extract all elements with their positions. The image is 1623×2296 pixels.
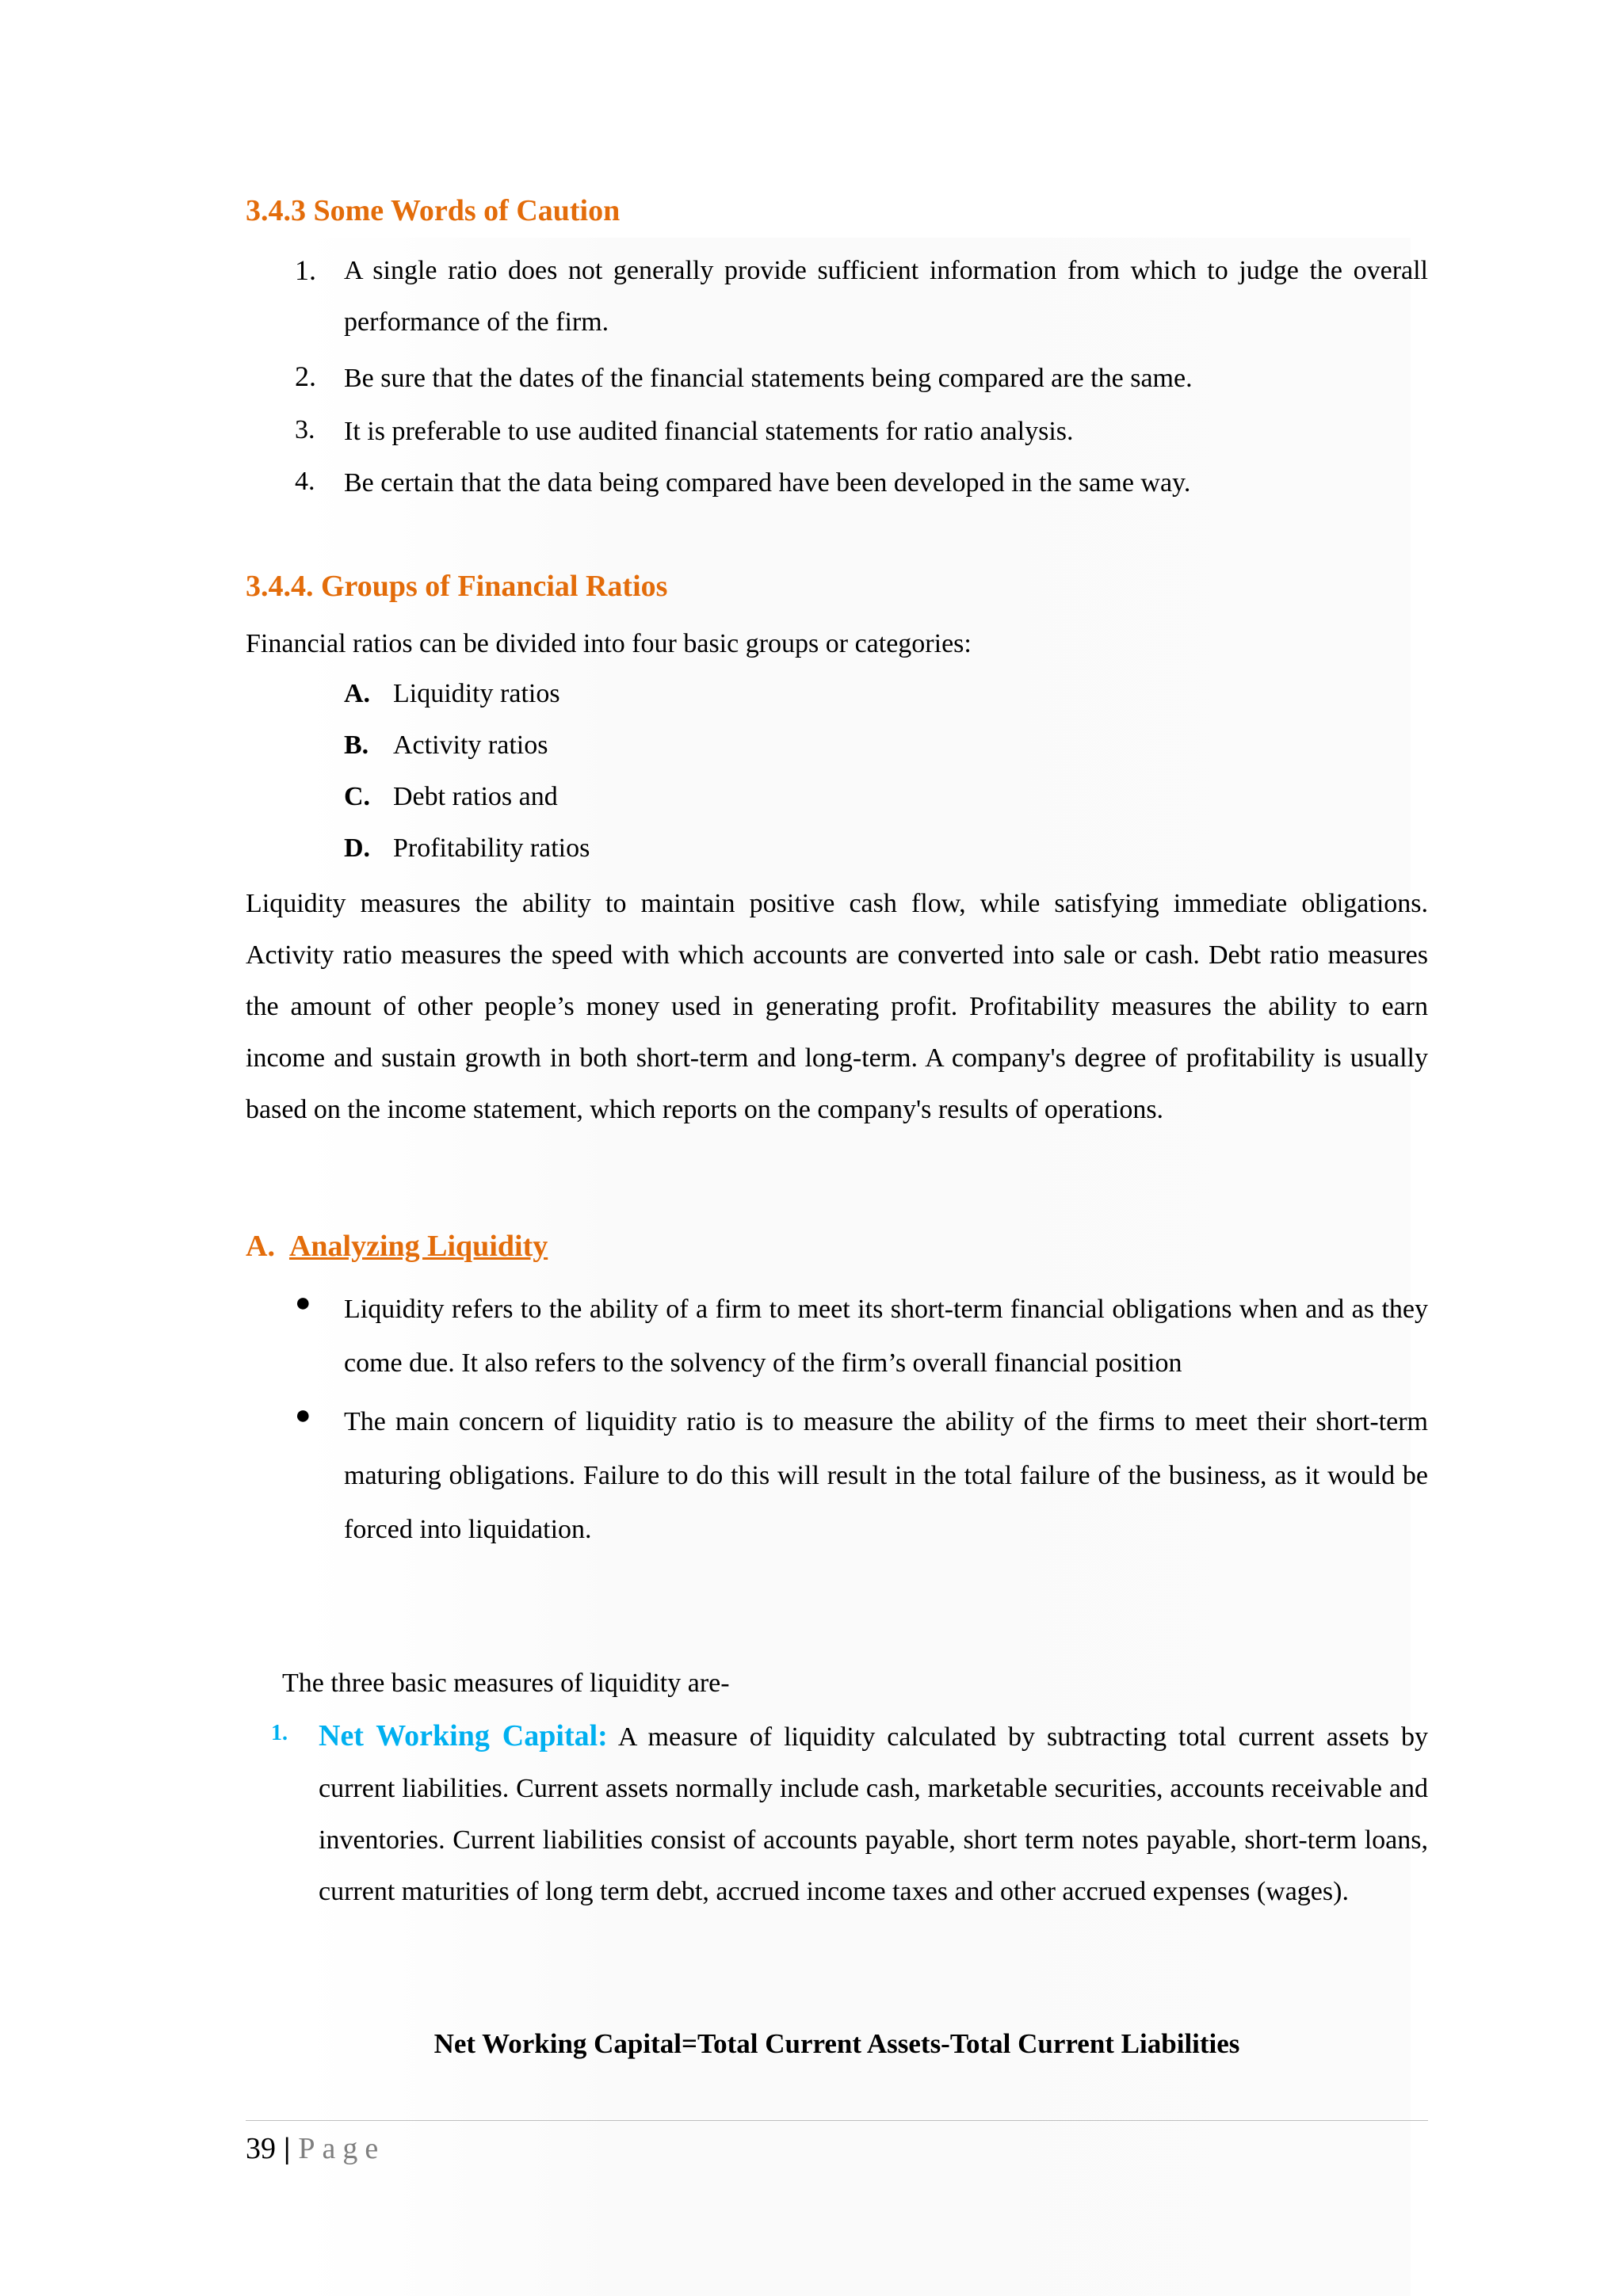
- page-footer: [246, 2131, 385, 2166]
- bullet-icon: ●: [295, 1288, 311, 1318]
- group-label: Liquidity ratios: [393, 679, 560, 708]
- heading-some-words-of-caution: 3.4.3 Some Words of Caution: [246, 194, 621, 227]
- group-label: Profitability ratios: [393, 833, 590, 863]
- group-label: Activity ratios: [393, 730, 548, 760]
- group-letter: B.: [344, 730, 369, 760]
- liquidity-measures-intro: The three basic measures of liquidity are-: [282, 1669, 730, 1698]
- bullet-icon: ●: [295, 1401, 311, 1430]
- caution-item-text: A single ratio does not generally provide sufficient information from which to judge the overall performance of the firm.: [344, 256, 1428, 337]
- footer-divider: [246, 2120, 1428, 2121]
- heading-groups-of-financial-ratios: 3.4.4. Groups of Financial Ratios: [246, 570, 668, 603]
- caution-item-number: 4.: [295, 467, 315, 496]
- page-shading: [301, 238, 1411, 2296]
- page-label: Page: [298, 2132, 386, 2165]
- page-number: 39: [246, 2132, 276, 2165]
- caution-item-number: 1.: [295, 254, 316, 286]
- analyzing-liquidity-link[interactable]: Analyzing Liquidity: [288, 1230, 548, 1263]
- liquidity-bullet-text: Liquidity refers to the ability of a firm to meet its short-term financial obligations when and as they come due. It also refers to the solvency of the firm’s overall financial position: [344, 1295, 1428, 1378]
- caution-item-text: It is preferable to use audited financial statements for ratio analysis.: [344, 417, 1074, 446]
- caution-item-text: Be certain that the data being compared have been developed in the same way.: [344, 468, 1191, 498]
- group-letter: D.: [344, 833, 371, 863]
- net-working-capital-definition: [319, 1711, 1428, 1917]
- net-working-capital-text: A measure of liquidity calculated by subtracting total current assets by current liabilities. Current assets normally include cash, marketable securities, accounts receivable and inventories. Current liabilities consist of accounts payable, short term notes payable, short-term loans, current maturities of long term debt, accrued income taxes and other accrued expenses (wages).: [319, 1722, 1428, 1906]
- groups-intro: Financial ratios can be divided into four basic groups or categories:: [246, 629, 972, 658]
- caution-item-number: 3.: [295, 415, 315, 444]
- footer-separator: |: [284, 2132, 291, 2165]
- caution-item-number: 2.: [295, 360, 316, 392]
- analyzing-liquidity-letter: A.: [246, 1230, 275, 1263]
- heading-analyzing-liquidity: [246, 1229, 548, 1264]
- group-letter: C.: [344, 782, 371, 811]
- group-letter: A.: [344, 679, 371, 708]
- ratio-groups-paragraph: Liquidity measures the ability to maintain positive cash flow, while satisfying immediate obligations. Activity ratio measures the speed with which accounts are converted into sale or cash. Debt ratio measures the amount of other people’s money used in generating profit. Profitability measures the ability to earn income and sustain growth in both short-term and long-term. A company's degree of profitability is usually based on the income statement, which reports on the company's results of operations.: [246, 889, 1428, 1124]
- net-working-capital-term: Net Working Capital:: [319, 1719, 608, 1753]
- net-working-capital-formula: Net Working Capital=Total Current Assets-Total Current Liabilities: [433, 2028, 1240, 2059]
- measure-number: 1.: [271, 1721, 288, 1745]
- group-label: Debt ratios and: [393, 782, 558, 811]
- liquidity-bullet-text: The main concern of liquidity ratio is to measure the ability of the firms to meet their short-term maturing obligations. Failure to do this will result in the total failure of the business, as it would be forced into liquidation.: [344, 1407, 1428, 1544]
- caution-item-text: Be sure that the dates of the financial statements being compared are the same.: [344, 364, 1193, 393]
